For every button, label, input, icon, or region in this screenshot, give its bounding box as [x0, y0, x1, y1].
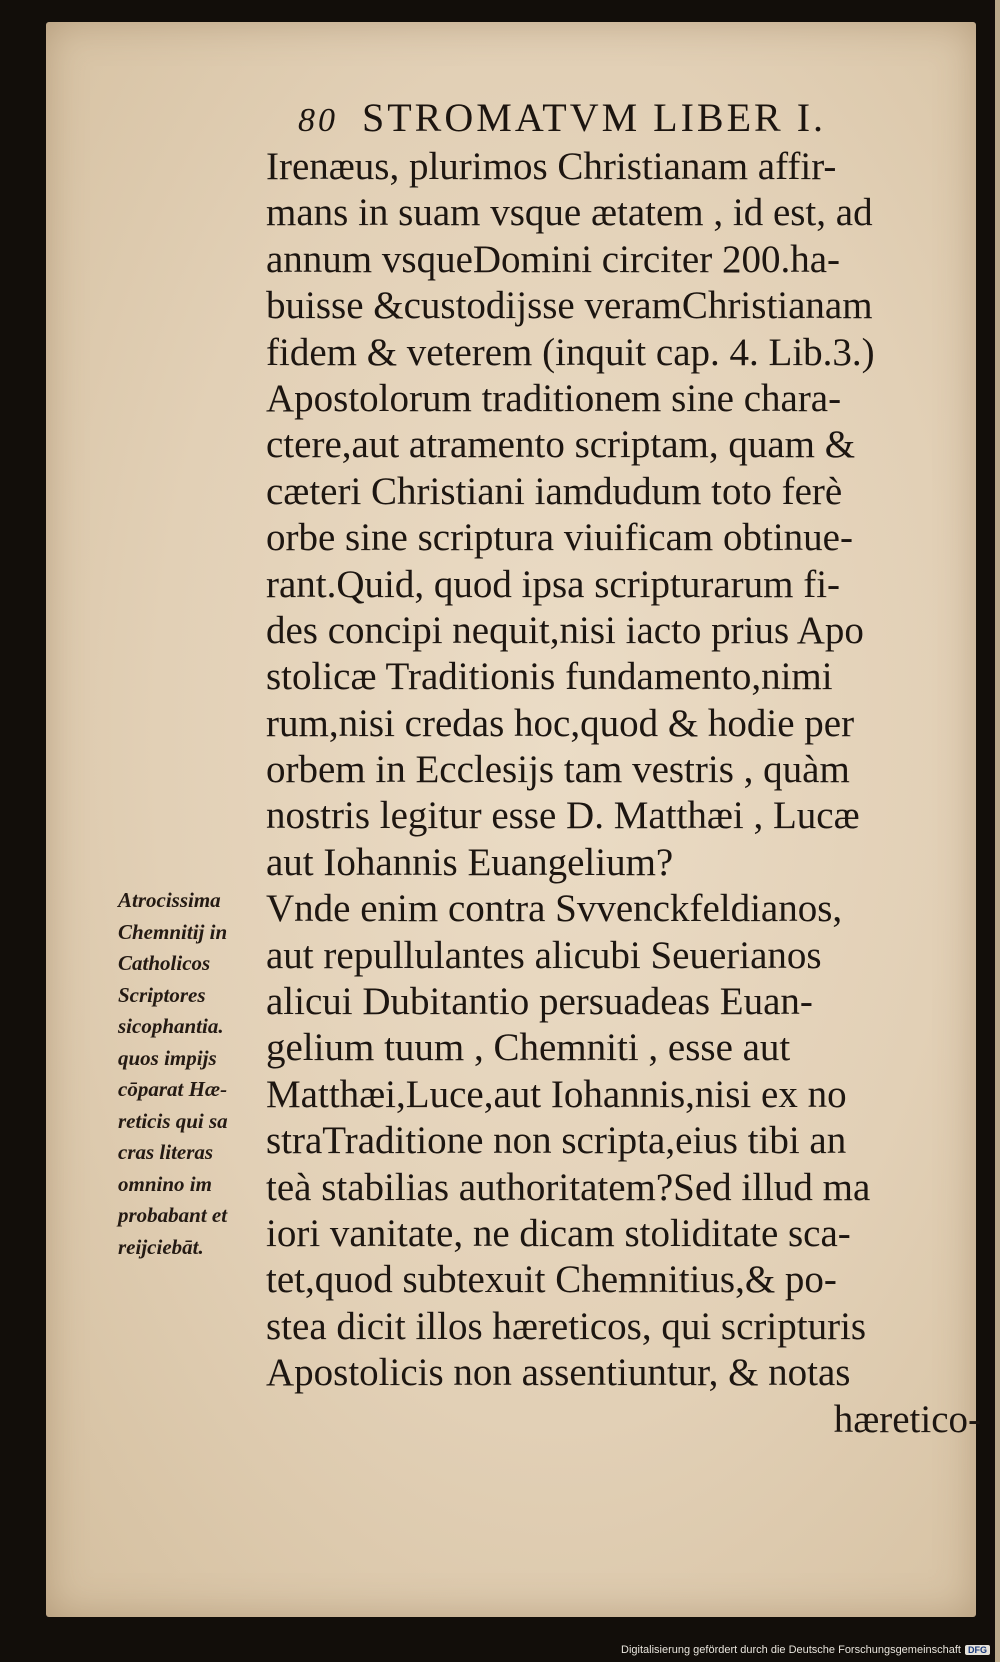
- margin-line: Scriptores: [118, 982, 206, 1007]
- text-line: iori vanitate, ne dicam stoliditate sca-: [266, 1211, 851, 1255]
- text-line: gelium tuum , Chemniti , esse aut: [266, 1026, 791, 1070]
- text-line: rum,nisi credas hoc,quod & hodie per: [266, 701, 855, 745]
- text-line: teà stabilias authoritatem?Sed illud ma: [266, 1165, 871, 1209]
- text-line: Irenæus, plurimos Christianam affir-: [266, 145, 837, 188]
- text-line: buisse &custodijsse veramChristianam: [266, 284, 873, 328]
- text-line: Matthæi,Luce,aut Iohannis,nisi ex no: [266, 1072, 847, 1116]
- running-title: STROMATVM LIBER I.: [362, 95, 827, 140]
- text-line: Vnde enim contra Svvenckfeldianos,: [266, 887, 843, 931]
- text-line: des concipi nequit,nisi iacto prius Apo: [266, 608, 864, 652]
- text-line: annum vsqueDomini circiter 200.ha-: [266, 237, 841, 281]
- text-line: ctere,aut atramento scriptam, quam &: [266, 423, 856, 467]
- catchword: hæretico-: [833, 1397, 981, 1441]
- text-line: alicui Dubitantio persuadeas Euan-: [266, 980, 813, 1024]
- text-line: nostris legitur esse D. Matthæi , Lucæ: [266, 794, 860, 838]
- margin-line: reticis qui sa: [118, 1108, 228, 1133]
- margin-line: Atrocissima: [118, 888, 221, 912]
- text-line: stea dicit illos hæreticos, qui scripturis: [266, 1304, 867, 1348]
- margin-line: cras literas: [118, 1140, 214, 1164]
- margin-line: probabant et: [118, 1203, 228, 1227]
- text-line: tet,quod subtexuit Chemnitius,& po-: [266, 1258, 837, 1302]
- text-line: fidem & veterem (inquit cap. 4. Lib.3.): [266, 330, 875, 374]
- text-line: rant.Quid, quod ipsa scripturarum fi-: [266, 562, 841, 606]
- margin-line: sicophantia.: [118, 1014, 224, 1038]
- dfg-logo: DFG: [965, 1645, 990, 1655]
- page-edge: [995, 0, 1000, 1662]
- margin-line: cōparat Hæ-: [118, 1077, 228, 1101]
- text-line: aut repullulantes alicubi Seuerianos: [266, 933, 822, 977]
- margin-line: Catholicos: [118, 951, 211, 975]
- margin-line: Chemnitij in: [118, 919, 228, 944]
- text-line: straTraditione non scripta,eius tibi an: [266, 1119, 847, 1163]
- text-line: cæteri Christiani iamdudum toto ferè: [266, 469, 843, 513]
- page-number: 80: [298, 102, 338, 139]
- main-text: [266, 144, 981, 1443]
- margin-line: reijciebāt.: [118, 1234, 204, 1259]
- text-line: orbem in Ecclesijs tam vestris , quàm: [266, 748, 850, 792]
- credit-text: Digitalisierung gefördert durch die Deutsche Forschungsgemeinschaft: [621, 1644, 961, 1656]
- margin-line: quos impijs: [118, 1045, 217, 1070]
- margin-line: omnino im: [118, 1171, 212, 1196]
- marginal-note: [118, 885, 268, 1263]
- text-line: Apostolicis non assentiuntur, & notas: [266, 1351, 851, 1395]
- text-line: orbe sine scriptura viuificam obtinue-: [266, 516, 853, 560]
- running-header: [298, 94, 988, 141]
- text-line: stolicæ Traditionis fundamento,nimi: [266, 655, 833, 699]
- text-line: mans in suam vsque ætatem , id est, ad: [266, 191, 873, 235]
- digitization-credit: [621, 1644, 990, 1656]
- text-line: Apostolorum traditionem sine chara-: [266, 376, 842, 420]
- text-line: aut Iohannis Euangelium?: [266, 840, 674, 884]
